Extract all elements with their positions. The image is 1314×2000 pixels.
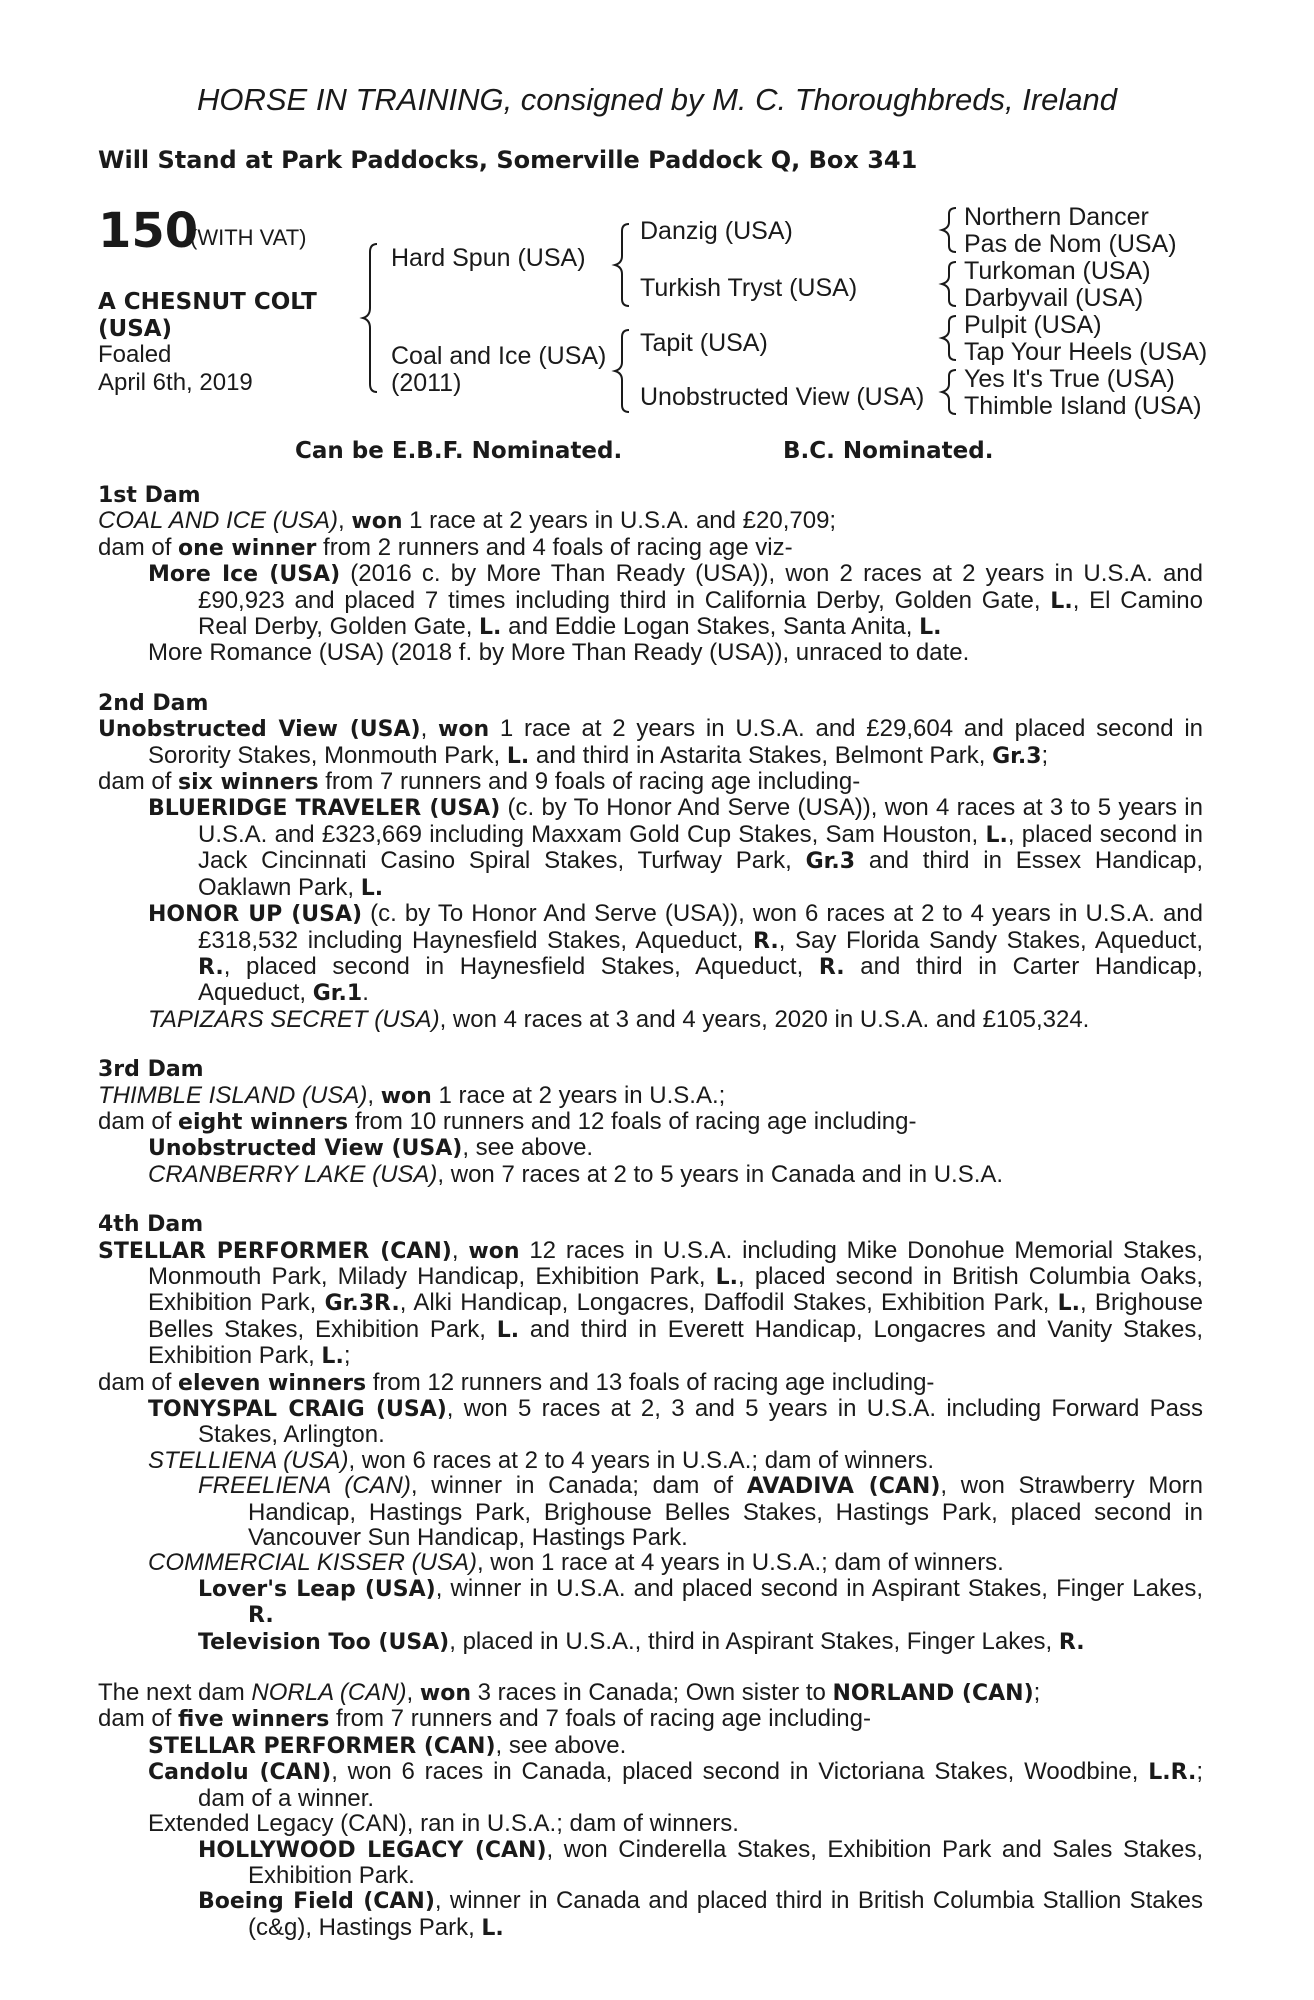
pedigree-gen3: Thimble Island (USA)	[964, 392, 1202, 420]
produce-entry: HOLLYWOOD LEGACY (CAN), won Cinderella Stakes, Exhibition Park and Sales Stakes, Exhibition Park.	[198, 1835, 1203, 1889]
dam-produce-summary: dam of eleven winners from 12 runners and 13 foals of racing age including-	[98, 1368, 935, 1396]
pedigree-sire: Hard Spun (USA)	[391, 244, 586, 272]
dam-produce-summary: dam of eight winners from 10 runners and 12 foals of racing age including-	[98, 1107, 917, 1135]
pedigree-gen3: Turkoman (USA)	[964, 257, 1151, 285]
pedigree-gen3: Pulpit (USA)	[964, 311, 1102, 339]
dam-record: THIMBLE ISLAND (USA), won 1 race at 2 years in U.S.A.;	[98, 1081, 726, 1109]
pedigree-notes	[98, 483, 1203, 1941]
dam-heading: 3rd Dam	[98, 1057, 204, 1083]
produce-entry: BLUERIDGE TRAVELER (USA) (c. by To Honor And Serve (USA)), won 4 races at 3 to 5 years in U.S.A. and £323,669 including Maxxam Gold Cup Stakes, Sam Houston, L., placed second in Jack Cincinnati Casino Spiral Stakes, Turfway Park, Gr.3 and third in Essex Handicap, Oaklawn Park, L.	[148, 794, 1203, 901]
page-title: HORSE IN TRAINING, consigned by M. C. Thoroughbreds, Ireland	[196, 82, 1118, 117]
dam-heading: 1st Dam	[98, 483, 201, 508]
pedigree-dam: Coal and Ice (USA)	[391, 342, 607, 370]
pedigree-gen3: Darbyvail (USA)	[964, 284, 1144, 312]
produce-entry: COMMERCIAL KISSER (USA), won 1 race at 4 years in U.S.A.; dam of winners.	[148, 1549, 1004, 1577]
dam-produce-summary: dam of five winners from 7 runners and 7 foals of racing age including-	[98, 1705, 871, 1733]
pedigree-gen3: Yes It's True (USA)	[964, 365, 1175, 393]
next-dam-record: The next dam NORLA (CAN), won 3 races in Canada; Own sister to NORLAND (CAN);	[98, 1679, 1041, 1707]
dam-record: Unobstructed View (USA), won 1 race at 2 years in U.S.A. and £29,604 and placed second in Sorority Stakes, Monmouth Park, L. and third in Astarita Stakes, Belmont Park, Gr.3;	[98, 715, 1204, 769]
dam-produce-summary: dam of six winners from 7 runners and 9 foals of racing age including-	[98, 768, 861, 796]
dam-record: STELLAR PERFORMER (CAN), won 12 races in U.S.A. including Mike Donohue Memorial Stakes, Monmouth Park, Milady Handicap, Exhibition Park, L., placed second in British Columbia Oaks, Exhibition Park, Gr.3R., Alki Handicap, Longacres, Daffodil Stakes, Exhibition Park, L., Brighouse Belles Stakes, Exhibition Park, L. and third in Everett Handicap, Longacres and Vanity Stakes, Exhibition Park, L.;	[98, 1236, 1204, 1370]
pedigree-dam-year: (2011)	[391, 369, 462, 397]
dam-produce-summary: dam of one winner from 2 runners and 4 foals of racing age viz-	[98, 533, 793, 561]
produce-entry: More Romance (USA) (2018 f. by More Than Ready (USA)), unraced to date.	[148, 639, 970, 667]
produce-entry: Boeing Field (CAN), winner in Canada and placed third in British Columbia Stallion Stakes (c&g), Hastings Park, L.	[198, 1887, 1203, 1941]
pedigree-gen3: Tap Your Heels (USA)	[964, 338, 1208, 366]
lot-number: 150	[98, 203, 199, 259]
produce-entry: Lover's Leap (USA), winner in U.S.A. and placed second in Aspirant Stakes, Finger Lakes, R.	[198, 1574, 1203, 1629]
produce-entry: Extended Legacy (CAN), ran in U.S.A.; dam of winners.	[148, 1810, 739, 1838]
produce-entry: Candolu (CAN), won 6 races in Canada, placed second in Victoriana Stakes, Woodbine, L.R.; dam of a winner.	[148, 1758, 1204, 1812]
produce-entry: More Ice (USA) (2016 c. by More Than Ready (USA)), won 2 races at 2 years in U.S.A. and £90,923 and placed 7 times including third in California Derby, Golden Gate, L., El Camino Real Derby, Golden Gate, L. and Eddie Logan Stakes, Santa Anita, L.	[148, 560, 1203, 641]
produce-entry: TAPIZARS SECRET (USA), won 4 races at 3 and 4 years, 2020 in U.S.A. and £105,324.	[148, 1005, 1090, 1033]
pedigree-sire-dam: Turkish Tryst (USA)	[640, 274, 858, 302]
produce-entry: HONOR UP (USA) (c. by To Honor And Serve (USA)), won 6 races at 2 to 4 years in U.S.A. and £318,532 including Haynesfield Stakes, Aqueduct, R., Say Florida Sandy Stakes, Aqueduct, R., placed second in Haynesfield Stakes, Aqueduct, R. and third in Carter Handicap, Aqueduct, Gr.1.	[148, 900, 1204, 1007]
foaled-label: Foaled	[98, 341, 172, 368]
produce-entry: Unobstructed View (USA), see above.	[148, 1134, 594, 1162]
pedigree-gen3: Pas de Nom (USA)	[964, 230, 1177, 258]
vat-note: (WITH VAT)	[190, 225, 307, 250]
foaled-date: April 6th, 2019	[98, 369, 253, 396]
produce-entry: STELLIENA (USA), won 6 races at 2 to 4 years in U.S.A.; dam of winners.	[148, 1446, 935, 1474]
produce-entry: Television Too (USA), placed in U.S.A., third in Aspirant Stakes, Finger Lakes, R.	[198, 1627, 1085, 1655]
produce-entry: CRANBERRY LAKE (USA), won 7 races at 2 to 5 years in Canada and in U.S.A.	[148, 1160, 1004, 1188]
bc-nomination: B.C. Nominated.	[783, 438, 994, 464]
produce-entry: STELLAR PERFORMER (CAN), see above.	[148, 1731, 627, 1759]
produce-entry: TONYSPAL CRAIG (USA), won 5 races at 2, 3 and 5 years in U.S.A. including Forward Pass Stakes, Arlington.	[148, 1395, 1203, 1449]
pedigree-gen3: Northern Dancer	[964, 203, 1149, 231]
produce-entry: FREELIENA (CAN), winner in Canada; dam of AVADIVA (CAN), won Strawberry Morn Handicap, Hastings Park, Brighouse Belles Stakes, Hastings Park, placed second in Vancouver Sun Handicap, Hastings Park.	[198, 1472, 1204, 1552]
pedigree-dam-sire: Tapit (USA)	[640, 329, 768, 357]
pedigree-sire-sire: Danzig (USA)	[640, 217, 793, 245]
dam-record: COAL AND ICE (USA), won 1 race at 2 years in U.S.A. and £20,709;	[98, 507, 837, 535]
ebf-nomination: Can be E.B.F. Nominated.	[295, 438, 623, 464]
dam-heading: 4th Dam	[98, 1212, 204, 1238]
stand-location: Will Stand at Park Paddocks, Somerville Paddock Q, Box 341	[98, 146, 918, 174]
horse-description: A CHESNUT COLT	[98, 289, 317, 315]
dam-heading: 2nd Dam	[98, 690, 209, 716]
horse-origin: (USA)	[98, 316, 173, 342]
pedigree-dam-dam: Unobstructed View (USA)	[640, 383, 925, 411]
